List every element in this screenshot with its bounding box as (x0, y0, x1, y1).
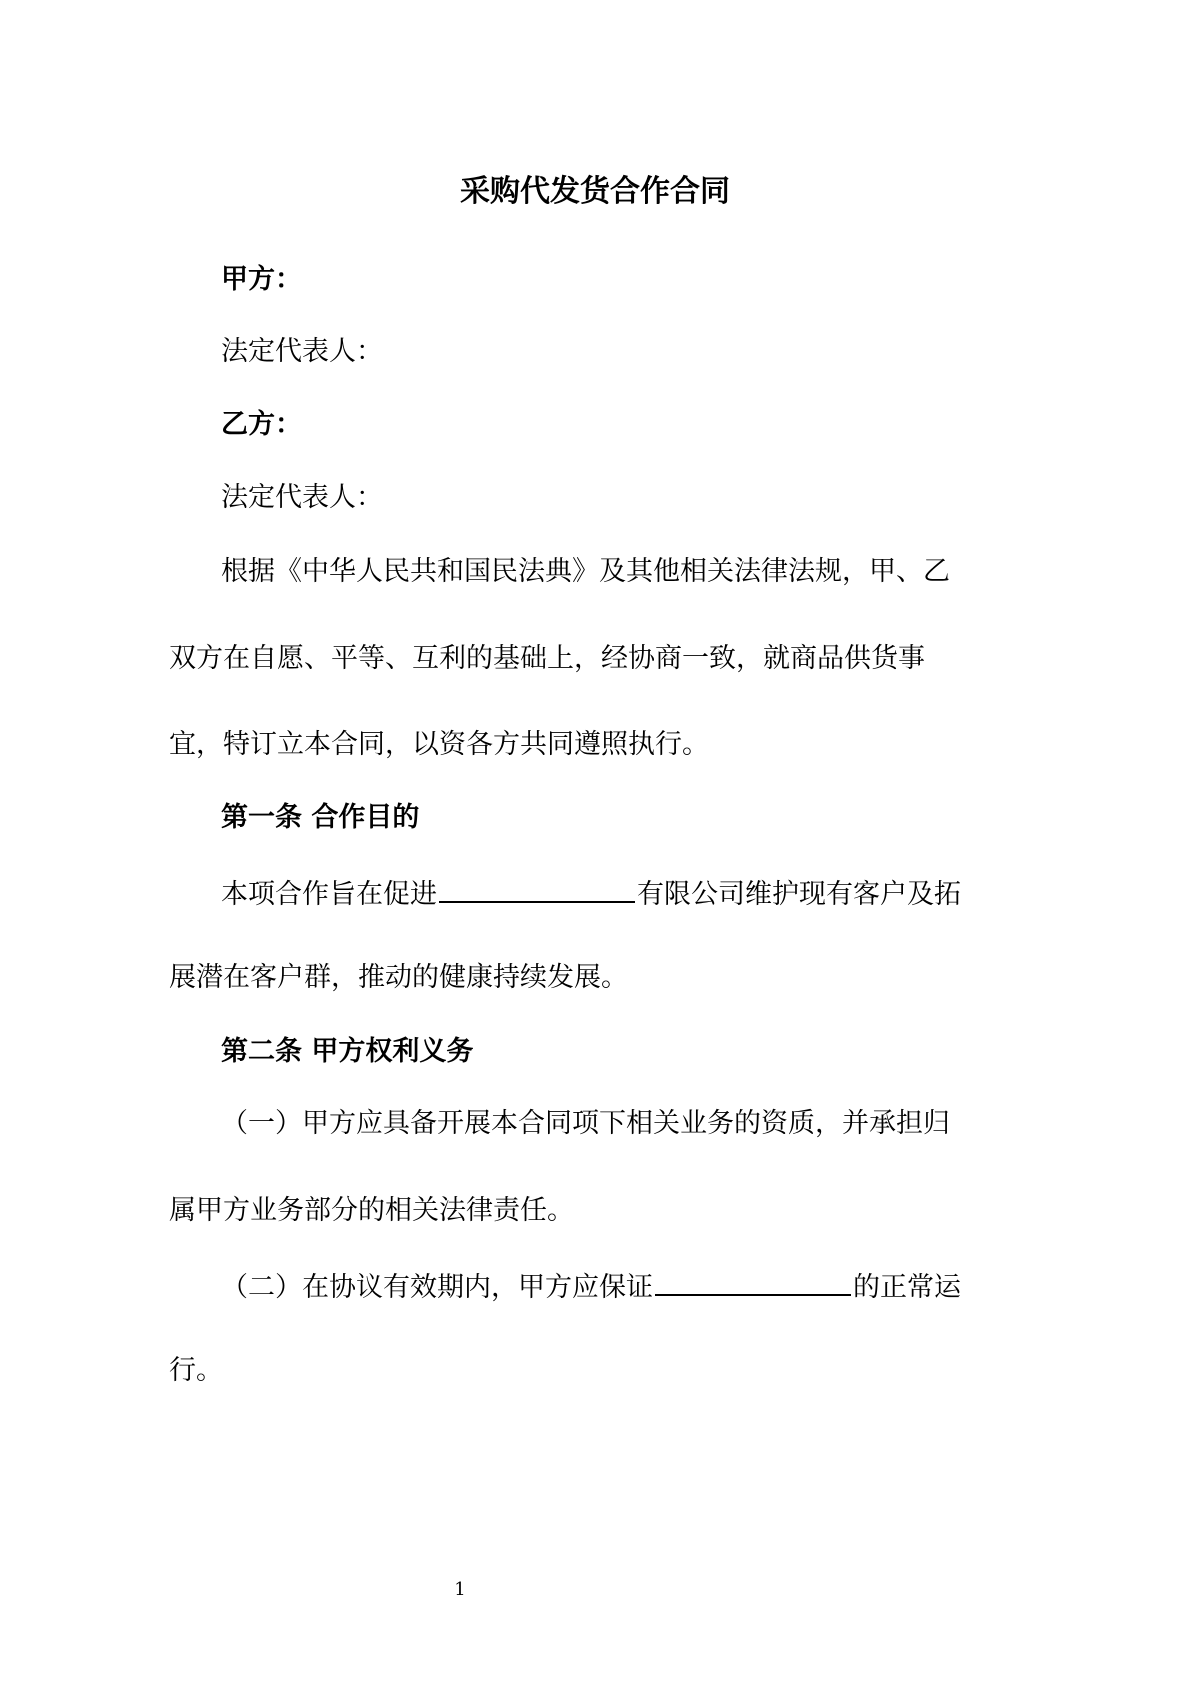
page-number: 1 (454, 1579, 466, 1600)
article-1-line-1 (221, 873, 961, 913)
article-2-heading: 第二条 甲方权利义务 (221, 1036, 474, 1067)
article-2-item-2-text-before-blank: （二）在协议有效期内，甲方应保证 (221, 1272, 653, 1303)
article-2-item-2-line-1 (221, 1266, 961, 1306)
article-1-text-before-blank: 本项合作旨在促进 (221, 879, 437, 910)
party-a-label: 甲方： (221, 264, 302, 295)
document-title: 采购代发货合作合同 (460, 174, 730, 209)
article-2-item-1-line-1: （一）甲方应具备开展本合同项下相关业务的资质，并承担归 (221, 1108, 950, 1139)
service-name-blank (655, 1266, 851, 1296)
preamble-line-3: 宜，特订立本合同，以资各方共同遵照执行。 (169, 729, 709, 760)
article-1-line-2: 展潜在客户群，推动的健康持续发展。 (169, 962, 628, 993)
article-1-heading: 第一条 合作目的 (221, 802, 420, 833)
party-a-representative: 法定代表人： (221, 336, 383, 367)
company-name-blank (439, 873, 635, 903)
article-2-item-1-line-2: 属甲方业务部分的相关法律责任。 (169, 1195, 574, 1226)
party-b-representative: 法定代表人： (221, 482, 383, 513)
article-2-item-2-line-2: 行。 (169, 1355, 223, 1386)
party-b-label: 乙方： (221, 409, 302, 440)
preamble-line-1: 根据《中华人民共和国民法典》及其他相关法律法规，甲、乙 (221, 556, 950, 587)
article-1-text-after-blank: 有限公司维护现有客户及拓 (637, 879, 961, 910)
article-2-item-2-text-after-blank: 的正常运 (853, 1272, 961, 1303)
preamble-line-2: 双方在自愿、平等、互利的基础上，经协商一致，就商品供货事 (169, 643, 925, 674)
